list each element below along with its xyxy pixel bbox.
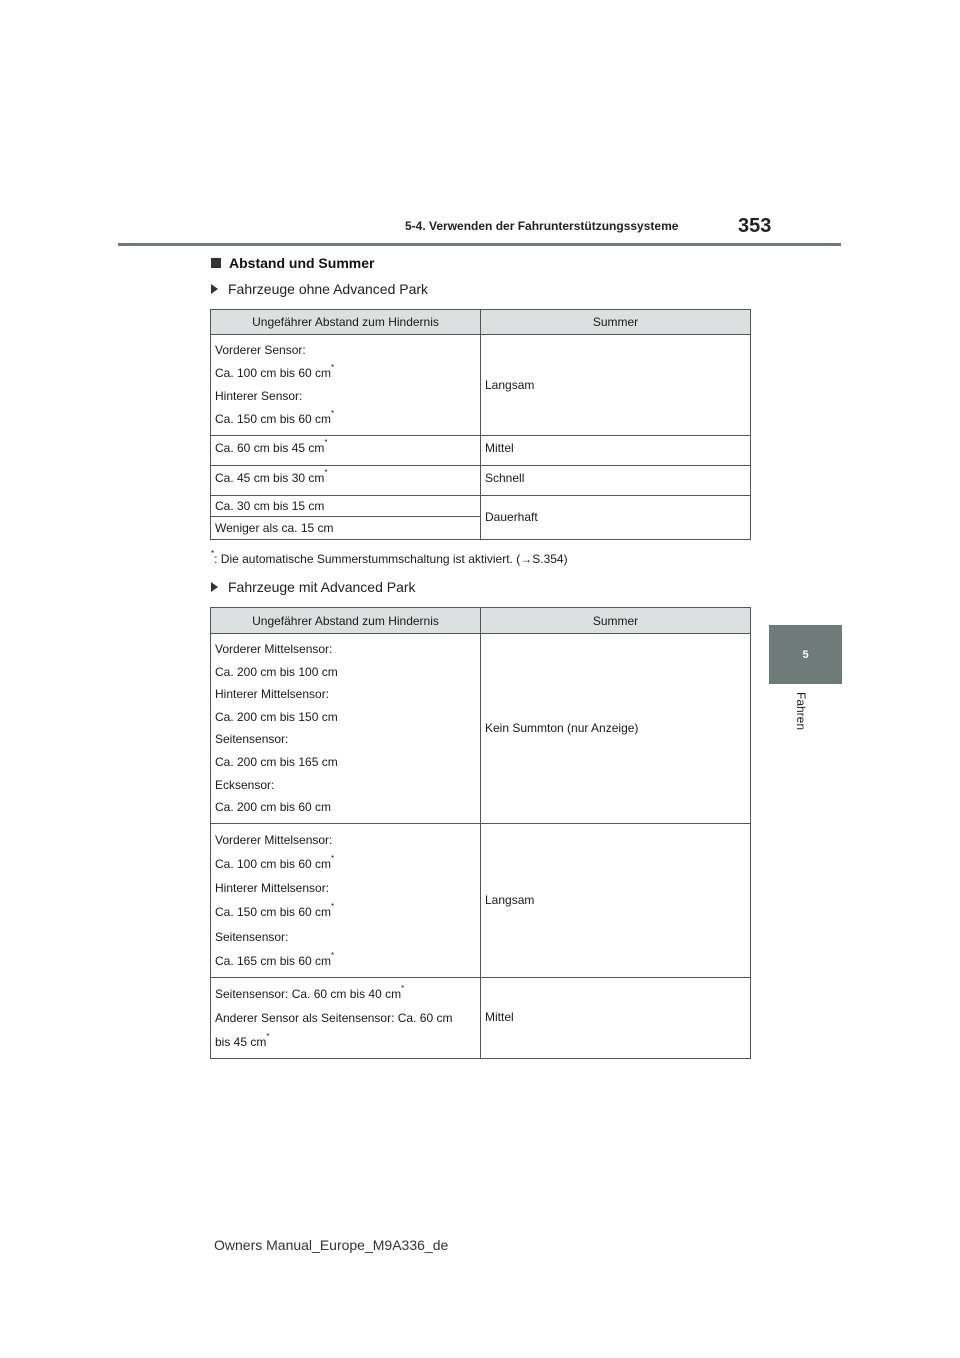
sensor-label: Hinterer Mittelsensor:	[215, 687, 330, 702]
footnote-marker: *	[324, 468, 328, 477]
buzzer-cell: Dauerhaft	[481, 496, 751, 540]
chapter-label: Fahren	[794, 692, 808, 731]
footnote-marker: *	[331, 950, 335, 960]
table-row	[211, 335, 751, 436]
footnote-marker: *	[324, 438, 328, 447]
page-number: 353	[738, 215, 772, 237]
table-row	[211, 496, 751, 517]
subheading-text: Fahrzeuge mit Advanced Park	[228, 579, 416, 595]
distance-value: Anderer Sensor als Seitensensor: Ca. 60 cm	[215, 1010, 453, 1025]
subheading-text: Fahrzeuge ohne Advanced Park	[228, 281, 429, 297]
sensor-label: Ecksensor:	[215, 777, 275, 792]
distance-value: Ca. 100 cm bis 60 cm*	[215, 853, 335, 871]
buzzer-cell: Kein Summton (nur Anzeige)	[481, 634, 751, 824]
distance-table-with-advanced-park	[210, 607, 751, 1059]
column-header-buzzer: Summer	[481, 310, 751, 335]
distance-value: Ca. 200 cm bis 100 cm	[215, 664, 338, 679]
distance-value: Ca. 200 cm bis 60 cm	[215, 800, 332, 815]
table-row	[211, 634, 751, 824]
column-header-distance: Ungefährer Abstand zum Hindernis	[211, 310, 481, 335]
sensor-label: Vorderer Sensor:	[215, 343, 306, 357]
section-heading-text: Abstand und Summer	[229, 255, 375, 271]
footnote-marker: *	[331, 853, 335, 863]
sensor-label: Hinterer Sensor:	[215, 389, 303, 403]
header-divider	[118, 243, 841, 246]
distance-value: Ca. 200 cm bis 165 cm	[215, 754, 338, 769]
sensor-label: Vorderer Mittelsensor:	[215, 642, 333, 656]
footnote-marker: *	[331, 363, 335, 372]
table-row	[211, 823, 751, 977]
footnote-marker: *	[266, 1031, 270, 1041]
table-row	[211, 977, 751, 1058]
footnote-marker: *	[211, 549, 215, 558]
distance-cell	[211, 335, 481, 436]
buzzer-cell: Mittel	[481, 436, 751, 466]
square-bullet-icon	[211, 258, 221, 268]
footnote-text: : Die automatische Summerstummschaltung ist aktiviert. (→S.354)	[214, 552, 568, 566]
distance-cell: Ca. 45 cm bis 30 cm*	[211, 466, 481, 496]
subheading-with-advanced-park	[211, 579, 416, 595]
distance-cell: Weniger als ca. 15 cm	[211, 517, 481, 540]
distance-cell	[211, 977, 481, 1058]
column-header-distance: Ungefährer Abstand zum Hindernis	[211, 608, 481, 634]
buzzer-cell: Langsam	[481, 823, 751, 977]
distance-table-without-advanced-park	[210, 309, 751, 540]
distance-cell: Ca. 60 cm bis 45 cm*	[211, 436, 481, 466]
distance-value: bis 45 cm*	[215, 1031, 270, 1049]
chapter-tab	[769, 625, 842, 684]
distance-cell: Ca. 30 cm bis 15 cm	[211, 496, 481, 517]
footer-document-id: Owners Manual_Europe_M9A336_de	[214, 1237, 449, 1253]
footnote-marker: *	[331, 409, 335, 418]
subheading-without-advanced-park	[211, 281, 428, 297]
distance-value: Ca. 150 cm bis 60 cm*	[215, 409, 335, 426]
buzzer-cell: Mittel	[481, 977, 751, 1058]
sensor-label: Seitensensor:	[215, 929, 289, 944]
distance-cell	[211, 634, 481, 824]
chapter-number: 5	[802, 648, 809, 661]
distance-value: Ca. 165 cm bis 60 cm*	[215, 950, 335, 968]
footnote-marker: *	[331, 902, 335, 912]
footnote-marker: *	[401, 983, 405, 993]
column-header-buzzer: Summer	[481, 608, 751, 634]
footnote	[211, 549, 568, 566]
sensor-label: Hinterer Mittelsensor:	[215, 881, 330, 896]
buzzer-cell: Schnell	[481, 466, 751, 496]
sensor-label: Seitensensor:	[215, 732, 289, 747]
triangle-bullet-icon	[211, 284, 218, 294]
section-heading	[211, 255, 374, 271]
table-header-row	[211, 310, 751, 335]
triangle-bullet-icon	[211, 582, 218, 592]
table-row	[211, 436, 751, 466]
header-section-title: 5-4. Verwenden der Fahrunterstützungssysteme	[405, 219, 679, 233]
distance-cell	[211, 823, 481, 977]
distance-value: Ca. 200 cm bis 150 cm	[215, 709, 338, 724]
table-header-row	[211, 608, 751, 634]
distance-value: Seitensensor: Ca. 60 cm bis 40 cm*	[215, 983, 405, 1001]
distance-value: Ca. 100 cm bis 60 cm*	[215, 363, 335, 380]
buzzer-cell: Langsam	[481, 335, 751, 436]
distance-value: Ca. 150 cm bis 60 cm*	[215, 902, 335, 920]
sensor-label: Vorderer Mittelsensor:	[215, 832, 333, 847]
table-row	[211, 466, 751, 496]
